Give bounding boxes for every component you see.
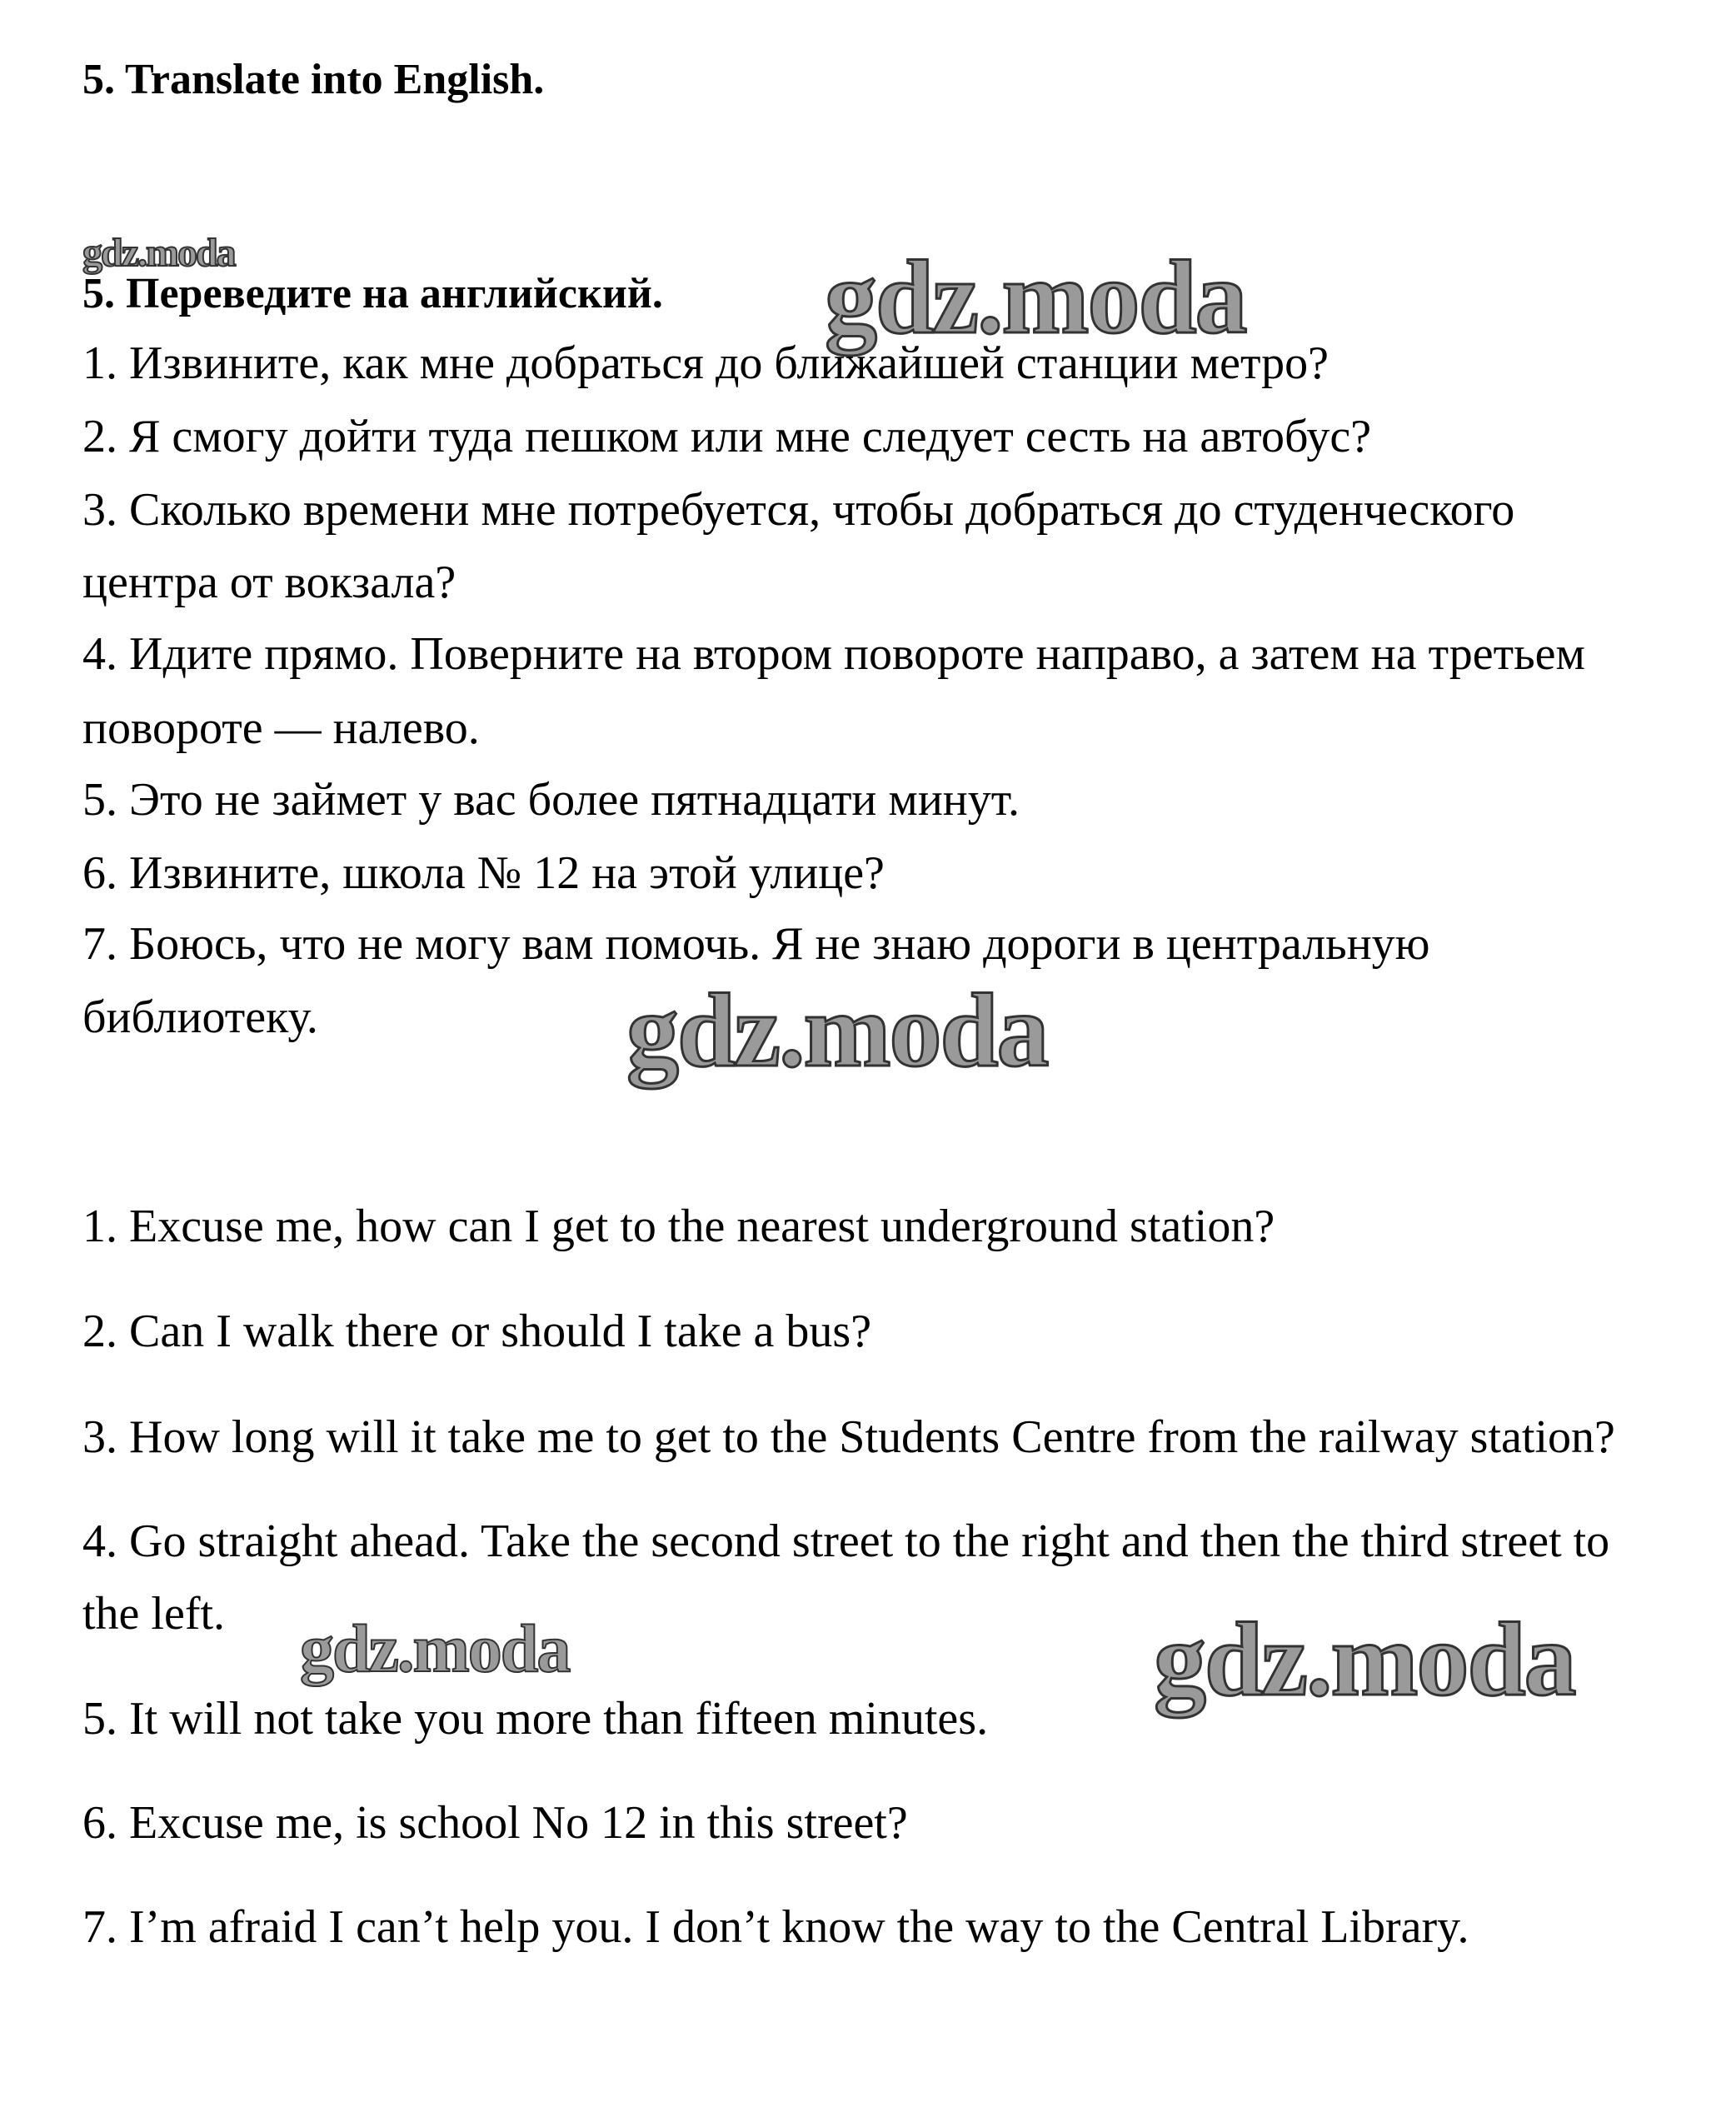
english-line: 7. I’m afraid I can’t help you. I don’t know the way to the Central Library.: [82, 1901, 1469, 1953]
russian-heading: 5. Переведите на английский.: [82, 270, 663, 317]
watermark-logo: gdz.moda: [825, 240, 1246, 356]
russian-line: 1. Извините, как мне добраться до ближайшей станции метро?: [82, 337, 1329, 389]
watermark-logo: gdz.moda: [1154, 1602, 1575, 1718]
russian-line: 5. Это не займет у вас более пятнадцати минут.: [82, 774, 1020, 826]
russian-line: повороте — налево.: [82, 702, 480, 754]
english-line: 4. Go straight ahead. Take the second street to the right and then the third street to: [82, 1515, 1610, 1567]
task-title: 5. Translate into English.: [82, 56, 545, 103]
watermark-logo: gdz.moda: [626, 973, 1048, 1089]
english-line: 3. How long will it take me to get to the Students Centre from the railway station?: [82, 1411, 1615, 1463]
russian-line: 7. Боюсь, что не могу вам помочь. Я не знаю дороги в центральную: [82, 918, 1430, 970]
russian-line: 2. Я смогу дойти туда пешком или мне следует сесть на автобус?: [82, 411, 1372, 462]
english-line: 5. It will not take you more than fifteen minutes.: [82, 1693, 989, 1745]
russian-line: 6. Извините, школа № 12 на этой улице?: [82, 847, 885, 899]
russian-line: библиотеку.: [82, 991, 318, 1043]
watermark-logo: gdz.moda: [300, 1610, 570, 1686]
watermark-logo: gdz.moda: [82, 231, 235, 275]
russian-line: центра от вокзала?: [82, 557, 456, 608]
russian-line: 4. Идите прямо. Поверните на втором повороте направо, а затем на третьем: [82, 628, 1585, 680]
english-line: 6. Excuse me, is school No 12 in this street?: [82, 1797, 908, 1849]
english-line: 2. Can I walk there or should I take a bus?: [82, 1306, 872, 1357]
english-line: 1. Excuse me, how can I get to the nearest underground station?: [82, 1201, 1275, 1252]
english-line: the left.: [82, 1588, 226, 1640]
russian-line: 3. Сколько времени мне потребуется, чтобы добраться до студенческого: [82, 484, 1515, 536]
